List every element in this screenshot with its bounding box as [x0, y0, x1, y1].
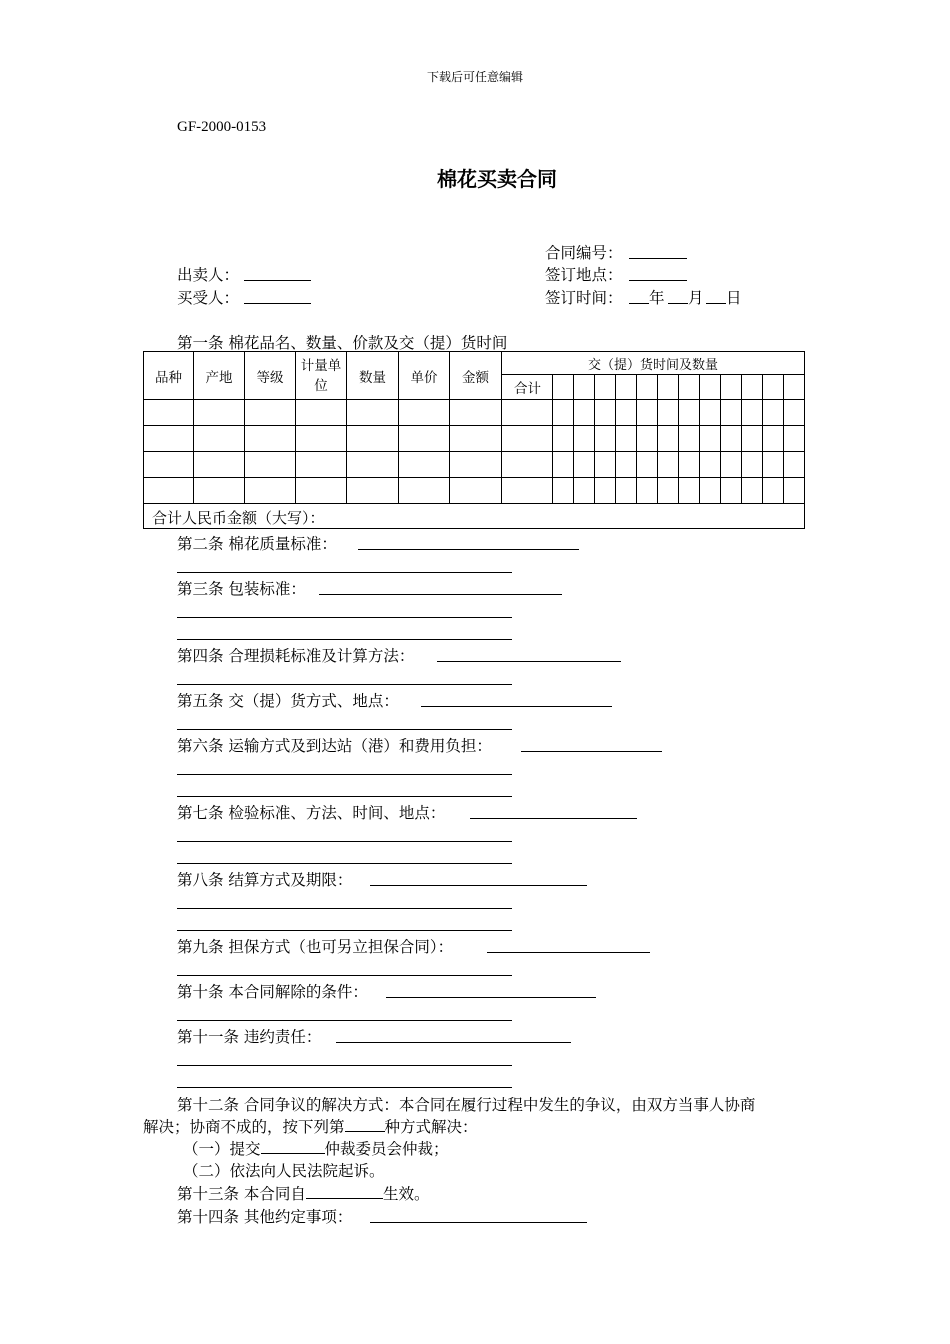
- sign-place-label: 签订地点：: [545, 266, 623, 284]
- article-4-field[interactable]: [437, 661, 621, 662]
- article-11-line[interactable]: [177, 1087, 512, 1088]
- col-header-quantity: 数量: [347, 352, 399, 400]
- contract-no-label: 合同编号：: [545, 244, 623, 262]
- article-5-field[interactable]: [421, 706, 612, 707]
- table-row: [144, 478, 805, 504]
- article-13-text-a: 第十三条 本合同自: [177, 1185, 306, 1203]
- year-label: 年: [649, 289, 665, 307]
- article-4: 第四条 合理损耗标准及计算方法：: [177, 647, 415, 665]
- option-2: （二）依法向人民法院起诉。: [183, 1162, 385, 1180]
- option-1-text-b: 仲裁委员会仲裁；: [324, 1140, 449, 1158]
- col-header-amount: 金额: [450, 352, 502, 400]
- table-row: [144, 452, 805, 478]
- article-12-line-1: 第十二条 合同争议的解决方式：本合同在履行过程中发生的争议，由双方当事人协商: [177, 1096, 756, 1114]
- total-amount-label: 合计人民币金额（大写）：: [144, 504, 805, 529]
- option-1-text-a: （一）提交: [183, 1140, 261, 1158]
- article-6-line[interactable]: [177, 774, 512, 775]
- article-11-field[interactable]: [336, 1042, 571, 1043]
- article-14-field[interactable]: [370, 1222, 587, 1223]
- article-6-line[interactable]: [177, 796, 512, 797]
- article-2-line[interactable]: [177, 572, 512, 573]
- article-6-field[interactable]: [521, 751, 662, 752]
- col-header-origin: 产地: [194, 352, 245, 400]
- day-label: 日: [726, 289, 742, 307]
- article-12-line-2: [143, 1115, 478, 1137]
- sign-time-label: 签订时间：: [545, 289, 623, 307]
- col-header-unit-price: 单价: [399, 352, 450, 400]
- article-12-text-a: 解决；协商不成的，按下列第: [143, 1118, 345, 1136]
- seller-label: 出卖人：: [177, 266, 240, 284]
- sign-year-field[interactable]: [629, 303, 649, 304]
- header-note: 下载后可任意编辑: [426, 70, 523, 84]
- month-label: 月: [688, 289, 704, 307]
- article-8: 第八条 结算方式及期限：: [177, 871, 353, 889]
- document-code: GF-2000-0153: [177, 119, 267, 135]
- buyer-label: 买受人：: [177, 289, 240, 307]
- article-13: [177, 1182, 429, 1204]
- sign-month-field[interactable]: [668, 303, 688, 304]
- col-header-variety: 品种: [144, 352, 194, 400]
- article-9-line[interactable]: [177, 975, 512, 976]
- article-9: 第九条 担保方式（也可另立担保合同）：: [177, 938, 454, 956]
- page-title: 棉花买卖合同: [437, 167, 557, 191]
- article-11-line[interactable]: [177, 1065, 512, 1066]
- article-13-text-b: 生效。: [382, 1185, 430, 1203]
- sign-day-field[interactable]: [706, 303, 726, 304]
- col-header-subtotal: 合计: [502, 375, 553, 400]
- article-3-line[interactable]: [177, 639, 512, 640]
- article-8-line[interactable]: [177, 908, 512, 909]
- goods-table: [143, 351, 805, 529]
- article-2: 第二条 棉花质量标准：: [177, 535, 337, 553]
- table-row: [144, 400, 805, 426]
- article-5: 第五条 交（提）货方式、地点：: [177, 692, 399, 710]
- sign-place-field[interactable]: [629, 280, 687, 281]
- article-10-line[interactable]: [177, 1020, 512, 1021]
- seller-field[interactable]: [244, 280, 311, 281]
- article-10-field[interactable]: [386, 997, 596, 998]
- buyer-field[interactable]: [244, 303, 311, 304]
- article-14: 第十四条 其他约定事项：: [177, 1208, 353, 1226]
- effective-date-field[interactable]: [306, 1184, 383, 1199]
- article-4-line[interactable]: [177, 684, 512, 685]
- article-7-line[interactable]: [177, 863, 512, 864]
- col-header-delivery: 交（提）货时间及数量: [502, 352, 805, 375]
- article-10: 第十条 本合同解除的条件：: [177, 983, 368, 1001]
- article-8-line[interactable]: [177, 930, 512, 931]
- table-row: [144, 426, 805, 452]
- option-1: [183, 1137, 449, 1159]
- article-9-field[interactable]: [487, 952, 650, 953]
- article-12-text-b: 种方式解决：: [384, 1118, 478, 1136]
- article-1-heading: 第一条 棉花品名、数量、价款及交（提）货时间: [177, 334, 508, 352]
- article-2-field[interactable]: [358, 549, 579, 550]
- article-7: 第七条 检验标准、方法、时间、地点：: [177, 804, 446, 822]
- col-header-grade: 等级: [245, 352, 296, 400]
- article-3-field[interactable]: [319, 594, 562, 595]
- dispute-option-field[interactable]: [345, 1117, 385, 1132]
- article-3-line[interactable]: [177, 617, 512, 618]
- arbitration-committee-field[interactable]: [261, 1139, 325, 1154]
- article-7-line[interactable]: [177, 841, 512, 842]
- article-3: 第三条 包装标准：: [177, 580, 306, 598]
- contract-no-field[interactable]: [629, 258, 687, 259]
- article-8-field[interactable]: [370, 885, 587, 886]
- article-6: 第六条 运输方式及到达站（港）和费用负担：: [177, 737, 492, 755]
- article-5-line[interactable]: [177, 729, 512, 730]
- article-7-field[interactable]: [470, 818, 637, 819]
- article-11: 第十一条 违约责任：: [177, 1028, 322, 1046]
- col-header-unit: 计量单位: [296, 352, 347, 400]
